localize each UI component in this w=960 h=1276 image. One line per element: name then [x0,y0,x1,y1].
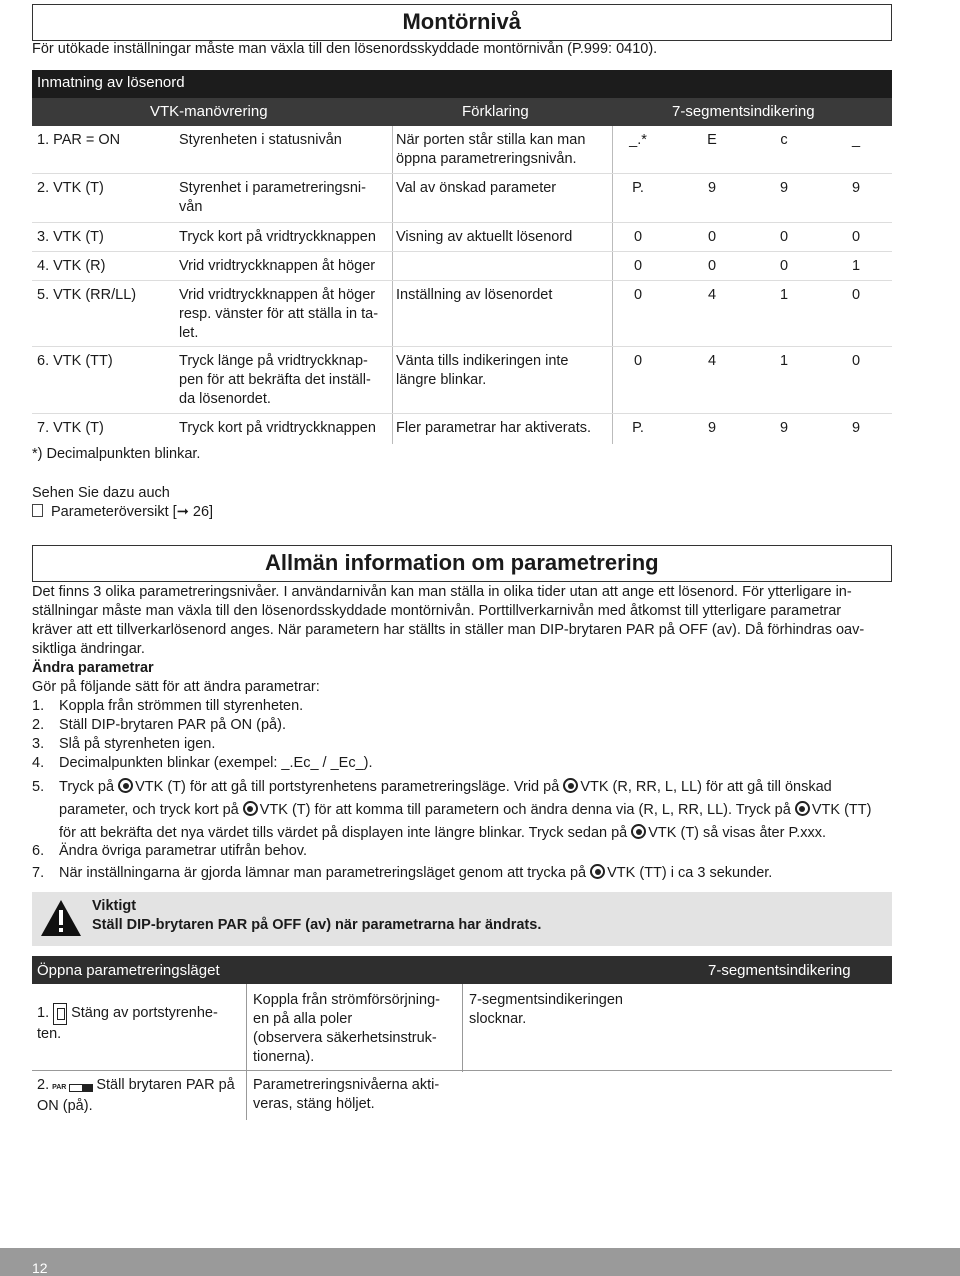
row-action [179,419,391,438]
divider [246,984,247,1120]
segment-digit: 0 [851,229,861,245]
step-5: 5. Tryck på VTK (T) för att gå till portstyrenhetens parametreringsläge. Vrid på VTK (R, RR, L, LL) för att gå till önskad parameter, och tryck kort på VTK (T) för att komma till parametern och ändra denna via (R, L, RR, LL). Tryck på VTK (TT) för att bekräfta det nya värdet tills värdet på displayen inte längre blinkar. Tryck sedan på VTK (T) så visas åter P.xxx. [32,779,872,841]
segment-digit: c [780,132,788,148]
rotary-knob-icon [631,824,646,839]
row-action-line: resp. vänster för att ställa in ta- [179,306,379,322]
row-action-line: pen för att bekräfta det inställ- [179,372,371,388]
dip-switch-icon: PAR [52,1078,93,1097]
page-number: 12 [32,1260,48,1276]
segment-digit: 0 [633,353,643,369]
row-divider [32,251,892,252]
general-paragraph [32,583,902,773]
see-also-heading: Sehen Sie dazu auch [32,485,170,501]
segment-digit: 0 [779,229,789,245]
row-step: 7. VTK (T) [37,420,104,436]
segment-digit: 0 [851,287,861,303]
row-step: 1. PAR = ON [37,132,121,148]
row-explain-line: Val av önskad parameter [396,180,557,196]
row-action-line: Styrenhet i parametreringsni- [179,180,366,196]
open-col-2: 7-segmentsindikering [708,962,851,979]
segment-digit: 9 [707,180,717,196]
row-step: 4. VTK (R) [37,258,106,274]
row-explain-line: Visning av aktuellt lösenord [396,229,573,245]
segment-digit: 0 [633,229,643,245]
segment-digit: 9 [851,180,861,196]
warning-text: Ställ DIP-brytaren PAR på OFF (av) när parametrarna har ändrats. [92,917,542,933]
row-action-line: Styrenheten i statusnivån [179,132,342,148]
para-line: ställningar måste man växla till den lösenordsskyddade montörnivån. Porttillverkarnivån med åtkomst till ytterligare parametrar [32,603,842,619]
warning-triangle-icon [40,898,82,938]
footnote: *) Decimalpunkten blinkar. [32,446,201,462]
rotary-knob-icon [795,801,810,816]
row-step: 2. VTK (T) [37,180,104,196]
step-item: 3. Slå på styrenheten igen. [32,736,216,752]
see-also-link-text[interactable]: Parameteröversikt [➞ 26] [51,504,214,520]
row-action-line: vån [179,199,203,215]
divider [462,984,463,1072]
row-explain-line: Fler parametrar har aktiverats. [396,420,592,436]
segment-digit: 9 [779,180,789,196]
document-icon [32,504,43,517]
rotary-knob-icon [243,801,258,816]
open-row-1-action: 1. Stäng av portstyrenhe- ten. [37,1005,218,1042]
row-divider [32,1070,892,1071]
row-explain-line: Inställning av lösenordet [396,287,553,303]
row-action-line: da lösenordet. [179,391,271,407]
row-divider [32,173,892,174]
row-divider [32,346,892,347]
password-table-header [32,98,892,126]
open-table-header [32,956,892,984]
row-step: 5. VTK (RR/LL) [37,287,137,303]
row-explain-line: längre blinkar. [396,372,487,388]
section-title-box [32,545,892,582]
row-explain [396,286,612,305]
segment-digit: 4 [707,287,717,303]
row-action-line: Tryck länge på vridtryckknap- [179,353,368,369]
open-row-2-desc: Parametreringsnivåerna akti- veras, stäng höljet. [253,1077,440,1112]
step-item: 2. Ställ DIP-brytaren PAR på ON (på). [32,717,286,733]
segment-digit: 4 [707,353,717,369]
open-row-2-action: 2. PAR Ställ brytaren PAR på ON (på). [37,1077,235,1114]
para-line: Det finns 3 olika parametreringsnivåer. I användarnivån kan man ställa in olika tider utan att ange ett lösenord. För ytterligare in- [32,584,852,600]
segment-digit: _.* [629,132,647,148]
rotary-knob-icon [563,778,578,793]
segment-digit: _ [851,132,861,148]
row-action-line: Vrid vridtryckknappen åt höger [179,258,376,274]
row-explain [396,228,612,247]
row-divider [32,280,892,281]
open-row-1-seg: 7-segmentsindikeringen slocknar. [469,992,623,1027]
row-action [179,179,391,217]
row-action [179,257,391,276]
segment-digit: 1 [851,258,861,274]
power-plug-icon [53,1003,67,1025]
segment-digit: 0 [633,287,643,303]
row-divider [32,222,892,223]
row-action [179,228,391,247]
open-col-1: Öppna parametreringsläget [37,962,220,979]
segment-digit: 9 [707,420,717,436]
row-action-line: let. [179,325,199,341]
row-explain-line: När porten står stilla kan man [396,132,586,148]
password-table-title: Inmatning av lösenord [32,70,892,98]
col-vtk: VTK-manövrering [150,103,268,120]
change-heading: Ändra parametrar [32,660,154,676]
segment-digit: 0 [707,229,717,245]
warning-title: Viktigt [92,898,137,914]
page-title: Montörnivå [402,9,521,34]
open-row-1-desc: Koppla från strömförsörjning- en på alla poler (observera säkerhetsinstruk- tionerna). [253,992,440,1065]
row-divider [32,413,892,414]
see-also-link[interactable] [32,504,213,520]
step-item: 1. Koppla från strömmen till styrenheten. [32,698,304,714]
col-seg: 7-segmentsindikering [672,103,815,120]
segment-digit: 0 [707,258,717,274]
row-step: 3. VTK (T) [37,229,104,245]
segment-digit: 1 [779,353,789,369]
step-item: 4. Decimalpunkten blinkar (exempel: _.Ec_ / _Ec_). [32,755,373,771]
row-action-line: Vrid vridtryckknappen åt höger [179,287,376,303]
intro-text: För utökade inställningar måste man växla till den lösenordsskyddade montörnivån (P.999: 0410). [32,41,658,57]
row-explain [396,131,612,169]
row-action [179,286,391,343]
row-explain-line: Vänta tills indikeringen inte [396,353,569,369]
segment-digit: 9 [851,420,861,436]
step-6: 6. Ändra övriga parametrar utifrån behov. [32,843,307,859]
segment-digit: P. [632,180,644,196]
segment-digit: E [707,132,717,148]
row-action-line: Tryck kort på vridtryckknappen [179,229,376,245]
page-footer [0,1248,960,1276]
para-line: siktliga ändringar. [32,641,145,657]
warning-box [32,892,892,946]
segment-digit: 1 [779,287,789,303]
change-intro: Gör på följande sätt för att ändra parametrar: [32,679,320,695]
rotary-knob-icon [118,778,133,793]
segment-digit: 9 [779,420,789,436]
step-7: 7. När inställningarna är gjorda lämnar man parametreringsläget genom att trycka på VTK (TT) i ca 3 sekunder. [32,865,773,881]
row-action [179,352,391,409]
col-explain: Förklaring [462,103,529,120]
para-line: kräver att ett tillverkarlösenord anges. När parametern har ställts in ställer man DIP-brytaren PAR på OFF (av). Då förhindras oav- [32,622,865,638]
row-explain-line: öppna parametreringsnivån. [396,151,577,167]
general-title: Allmän information om parametrering [265,550,659,575]
rotary-knob-icon [590,864,605,879]
row-action-line: Tryck kort på vridtryckknappen [179,420,376,436]
row-action [179,131,391,150]
section-title-box [32,4,892,41]
segment-digit: 0 [779,258,789,274]
segment-digit: 0 [633,258,643,274]
row-explain [396,179,612,198]
segment-digit: 0 [851,353,861,369]
row-explain [396,352,612,390]
row-step: 6. VTK (TT) [37,353,113,369]
row-explain [396,419,612,438]
segment-digit: P. [632,420,644,436]
